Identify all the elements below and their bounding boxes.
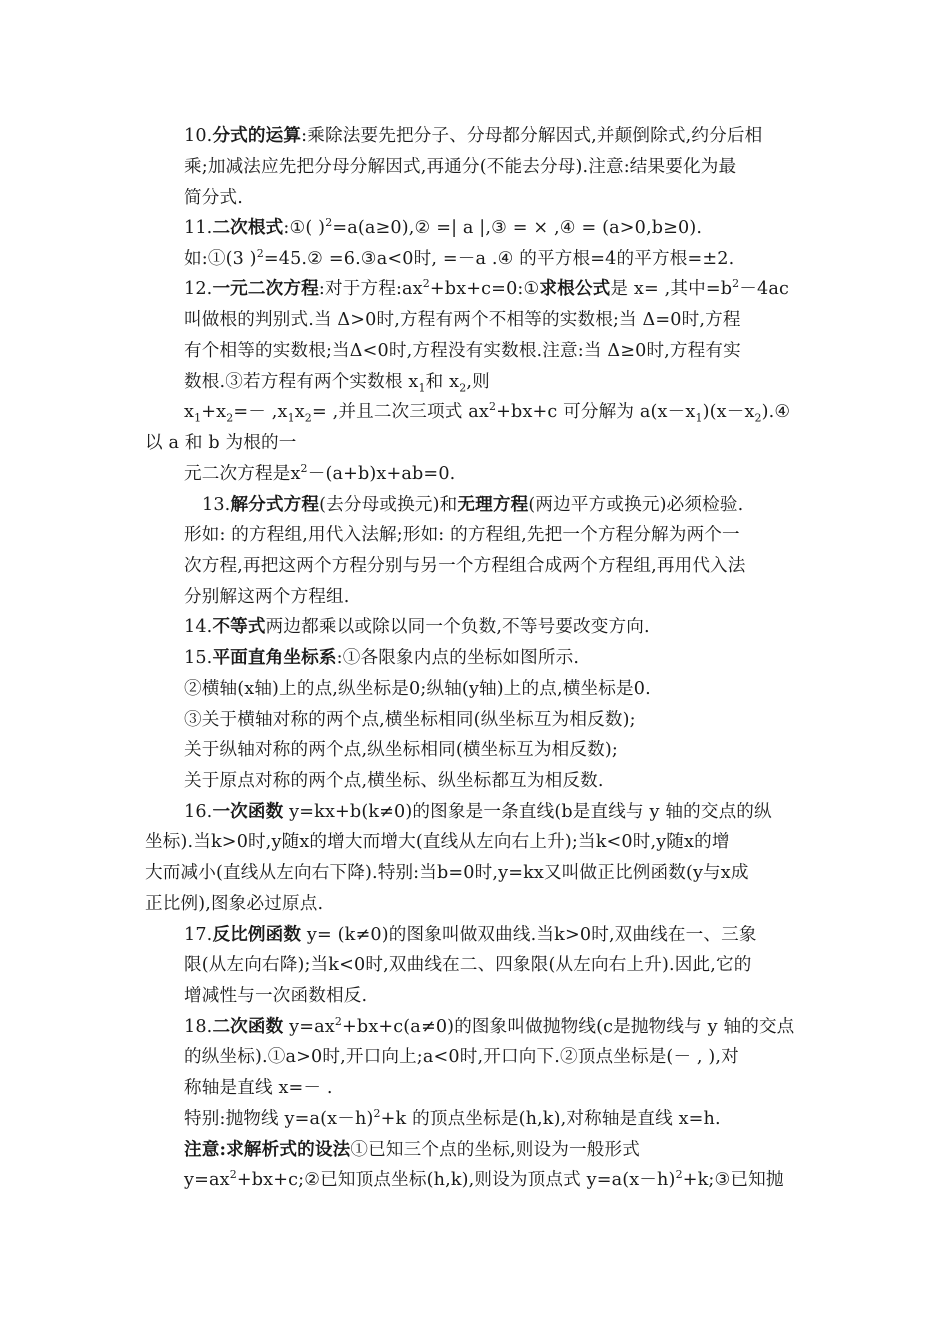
text-line-14-inequality <box>184 615 650 639</box>
text-run: +bx+c=0:① <box>429 279 540 299</box>
text-line <box>184 984 367 1008</box>
text-run: 大而减小(直线从左向右下降).特别:当b=0时,y=kx又叫做正比例函数(y与x成 <box>145 863 749 883</box>
text-run: = ,并且二次三项式 ax <box>311 402 489 422</box>
text-run: ③关于横轴对称的两个点,横坐标相同(纵坐标互为相反数); <box>184 710 636 730</box>
text-run: 简分式. <box>184 188 243 208</box>
text-run: 两边都乘以或除以同一个负数,不等号要改变方向. <box>265 617 650 637</box>
bold-term: 解分式方程 <box>230 494 320 515</box>
text-line <box>184 1168 784 1192</box>
bold-term: 平面直角坐标系 <box>212 647 337 668</box>
text-line <box>145 861 749 885</box>
text-run: 有个相等的实数根;当Δ<0时,方程没有实数根.注意:当 Δ≥0时,方程有实 <box>184 341 741 361</box>
text-line-16-linear-function <box>184 800 772 824</box>
subscript: 2 <box>754 411 762 425</box>
text-run: 是 x= ,其中=b <box>610 279 733 299</box>
text-run: ,则 <box>466 372 490 392</box>
subscript: 1 <box>695 411 703 425</box>
text-run: 和 x <box>425 372 460 392</box>
text-run: 15. <box>184 648 213 668</box>
text-run: :①各限象内点的坐标如图所示. <box>336 648 580 668</box>
text-run: +x <box>201 402 227 422</box>
bold-term: 反比例函数 <box>212 924 302 945</box>
text-run: 17. <box>184 925 213 945</box>
subscript: 2 <box>304 411 312 425</box>
text-run: 数根.③若方程有两个实数根 x <box>184 372 419 392</box>
text-run: 以 a 和 b 为根的一 <box>145 433 297 453</box>
text-line <box>184 1045 739 1069</box>
text-run: =45.② =6.③a<0时, =－a .④ 的平方根=4的平方根=±2. <box>263 249 735 269</box>
text-run: y= (k≠0)的图象叫做双曲线.当k>0时,双曲线在一、三象 <box>301 925 757 945</box>
text-line-18-quadratic-function <box>184 1015 794 1039</box>
text-run: 10. <box>184 126 213 146</box>
text-run: 分别解这两个方程组. <box>184 587 350 607</box>
subscript: 1 <box>287 411 295 425</box>
text-run: －(a+b)x+ab=0. <box>307 464 456 484</box>
bold-term: 二次根式 <box>212 217 284 238</box>
subscript: 2 <box>226 411 234 425</box>
superscript: 2 <box>422 277 430 291</box>
text-line <box>184 1076 333 1100</box>
text-line <box>184 554 746 578</box>
text-run: 形如: 的方程组,用代入法解;形如: 的方程组,先把一个方程分解为两个一 <box>184 525 740 545</box>
text-run: +bx+c;②已知顶点坐标(h,k),则设为顶点式 y=a(x－h) <box>236 1170 676 1190</box>
bold-term: 无理方程 <box>457 494 529 515</box>
text-run: 13. <box>202 495 231 515</box>
superscript: 2 <box>675 1168 683 1182</box>
bold-term: 一元二次方程 <box>212 278 319 299</box>
text-run: +k 的顶点坐标是(h,k),对称轴是直线 x=h. <box>380 1109 721 1129</box>
text-run: 乘;加减法应先把分母分解因式,再通分(不能去分母).注意:结果要化为最 <box>184 157 737 177</box>
text-line <box>184 708 636 732</box>
text-run: 16. <box>184 802 213 822</box>
bold-term: 二次函数 <box>212 1016 284 1037</box>
text-run: 如:①(3 ) <box>184 249 257 269</box>
text-run: 18. <box>184 1017 213 1037</box>
text-line <box>145 830 730 854</box>
superscript: 2 <box>256 247 264 261</box>
text-line <box>145 892 323 916</box>
text-run: y=ax <box>184 1170 230 1190</box>
text-run: +bx+c(a≠0)的图象叫做抛物线(c是抛物线与 y 轴的交点 <box>342 1017 795 1037</box>
text-run: ①已知三个点的坐标,则设为一般形式 <box>350 1140 640 1160</box>
text-run: 坐标).当k>0时,y随x的增大而增大(直线从左向右上升);当k<0时,y随x的增 <box>145 832 730 852</box>
text-run: :乘除法要先把分子、分母都分解因式,并颠倒除式,约分后相 <box>301 126 763 146</box>
text-run: 14. <box>184 617 213 637</box>
text-line <box>184 370 490 394</box>
text-run: x <box>294 402 305 422</box>
superscript: 2 <box>732 277 740 291</box>
text-run: (两边平方或换元)必须检验. <box>528 495 744 515</box>
text-run: :对于方程:ax <box>318 279 423 299</box>
text-run: +k;③已知抛 <box>682 1170 784 1190</box>
text-line-12-quadratic-equation <box>184 277 789 301</box>
text-line-15-coordinate-system <box>184 646 579 670</box>
text-line <box>184 738 618 762</box>
text-line <box>184 400 790 424</box>
superscript: 2 <box>300 462 308 476</box>
subscript: 1 <box>194 411 202 425</box>
text-run: 的纵坐标).①a>0时,开口向上;a<0时,开口向下.②顶点坐标是(－ , ),对 <box>184 1047 739 1067</box>
text-line <box>184 247 734 271</box>
text-run: 正比例),图象必过原点. <box>145 894 324 914</box>
text-run: :①( ) <box>283 218 326 238</box>
text-line <box>184 308 741 332</box>
text-run: －4ac <box>739 279 790 299</box>
text-line <box>184 953 752 977</box>
text-line-17-inverse-proportion <box>184 923 757 947</box>
text-run: 增减性与一次函数相反. <box>184 986 368 1006</box>
text-line-11-radicals <box>184 216 702 240</box>
text-run: y=kx+b(k≠0)的图象是一条直线(b是直线与 y 轴的交点的纵 <box>283 802 772 822</box>
text-line-note-analytic-forms <box>184 1138 640 1162</box>
text-run: x <box>184 402 195 422</box>
subscript: 2 <box>459 381 467 395</box>
text-run: )(x－x <box>702 402 755 422</box>
text-line <box>184 1107 721 1131</box>
text-run: =－ ,x <box>233 402 288 422</box>
text-run: 称轴是直线 x=－ . <box>184 1078 333 1098</box>
superscript: 2 <box>373 1107 381 1121</box>
text-run: ).④ <box>761 402 791 422</box>
text-run: 元二次方程是x <box>184 464 301 484</box>
text-run: 关于纵轴对称的两个点,纵坐标相同(横坐标互为相反数); <box>184 740 618 760</box>
text-line <box>145 431 297 455</box>
text-run: (去分母或换元)和 <box>319 495 458 515</box>
text-run: 次方程,再把这两个方程分别与另一个方程组合成两个方程组,再用代入法 <box>184 556 746 576</box>
text-line <box>184 523 740 547</box>
text-run: y=ax <box>283 1017 335 1037</box>
text-line <box>184 462 455 486</box>
text-run: 关于原点对称的两个点,横坐标、纵坐标都互为相反数. <box>184 771 604 791</box>
text-run: +bx+c 可分解为 a(x－x <box>496 402 696 422</box>
text-run: ②横轴(x轴)上的点,纵坐标是0;纵轴(y轴)上的点,横坐标是0. <box>184 679 651 699</box>
subscript: 1 <box>418 381 426 395</box>
text-line <box>184 155 736 179</box>
text-run: 11. <box>184 218 213 238</box>
bold-term: 求根公式 <box>539 278 611 299</box>
text-run: =a(a≥0),② =| a |,③ = × ,④ = (a>0,b≥0). <box>332 218 703 238</box>
bold-term: 一次函数 <box>212 801 284 822</box>
text-line-10-fraction-operations <box>184 124 762 148</box>
text-line <box>184 186 243 210</box>
text-line-13-equations <box>202 493 743 517</box>
text-line <box>184 677 651 701</box>
superscript: 2 <box>325 216 333 230</box>
bold-term: 注意:求解析式的设法 <box>184 1139 351 1160</box>
superscript: 2 <box>489 400 497 414</box>
superscript: 2 <box>229 1168 237 1182</box>
text-run: 叫做根的判别式.当 Δ>0时,方程有两个不相等的实数根;当 Δ=0时,方程 <box>184 310 741 330</box>
bold-term: 分式的运算 <box>212 125 302 146</box>
text-run: 特别:抛物线 y=a(x－h) <box>184 1109 374 1129</box>
bold-term: 不等式 <box>212 616 266 637</box>
superscript: 2 <box>334 1015 343 1029</box>
text-run: 12. <box>184 279 213 299</box>
text-run: 限(从左向右降);当k<0时,双曲线在二、四象限(从左向右上升).因此,它的 <box>184 955 752 975</box>
text-line <box>184 339 741 363</box>
text-line <box>184 585 349 609</box>
text-line <box>184 769 604 793</box>
